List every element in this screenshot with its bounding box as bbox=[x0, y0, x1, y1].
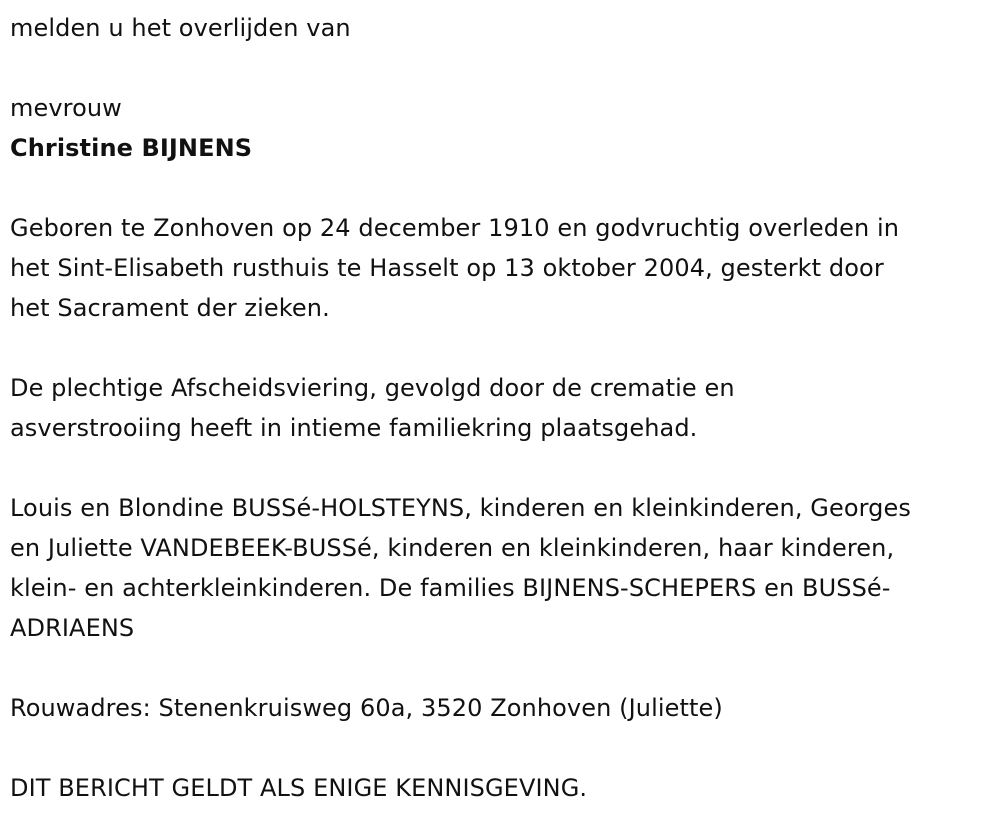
salutation-text: mevrouw bbox=[10, 94, 122, 122]
paragraph-line: klein- en achterkleinkinderen. De families BIJNENS-SCHEPERS en BUSSé- bbox=[10, 574, 891, 602]
paragraph-line: ADRIAENS bbox=[10, 614, 135, 642]
paragraph-line: en Juliette VANDEBEEK-BUSSé, kinderen en kleinkinderen, haar kinderen, bbox=[10, 534, 895, 562]
spacer bbox=[10, 448, 995, 488]
spacer bbox=[10, 328, 995, 368]
closing-statement: DIT BERICHT GELDT ALS ENIGE KENNISGEVING. bbox=[10, 774, 588, 802]
mourning-address: Rouwadres: Stenenkruisweg 60a, 3520 Zonhoven (Juliette) bbox=[10, 694, 723, 722]
paragraph-line: De plechtige Afscheidsviering, gevolgd door de crematie en bbox=[10, 374, 735, 402]
spacer bbox=[10, 728, 995, 768]
intro-text: melden u het overlijden van bbox=[10, 14, 351, 42]
spacer bbox=[10, 648, 995, 688]
spacer bbox=[10, 48, 995, 88]
spacer bbox=[10, 168, 995, 208]
death-notice bbox=[10, 8, 995, 808]
ceremony-paragraph bbox=[10, 368, 995, 448]
deceased-name: Christine BIJNENS bbox=[10, 134, 253, 162]
paragraph-line: asverstrooiing heeft in intieme familiekring plaatsgehad. bbox=[10, 414, 698, 442]
paragraph-line: Geboren te Zonhoven op 24 december 1910 en godvruchtig overleden in bbox=[10, 214, 900, 242]
paragraph-line: het Sint-Elisabeth rusthuis te Hasselt op 13 oktober 2004, gesterkt door bbox=[10, 254, 884, 282]
birth-paragraph bbox=[10, 208, 995, 328]
paragraph-line: het Sacrament der zieken. bbox=[10, 294, 330, 322]
family-paragraph bbox=[10, 488, 995, 648]
paragraph-line: Louis en Blondine BUSSé-HOLSTEYNS, kinderen en kleinkinderen, Georges bbox=[10, 494, 911, 522]
